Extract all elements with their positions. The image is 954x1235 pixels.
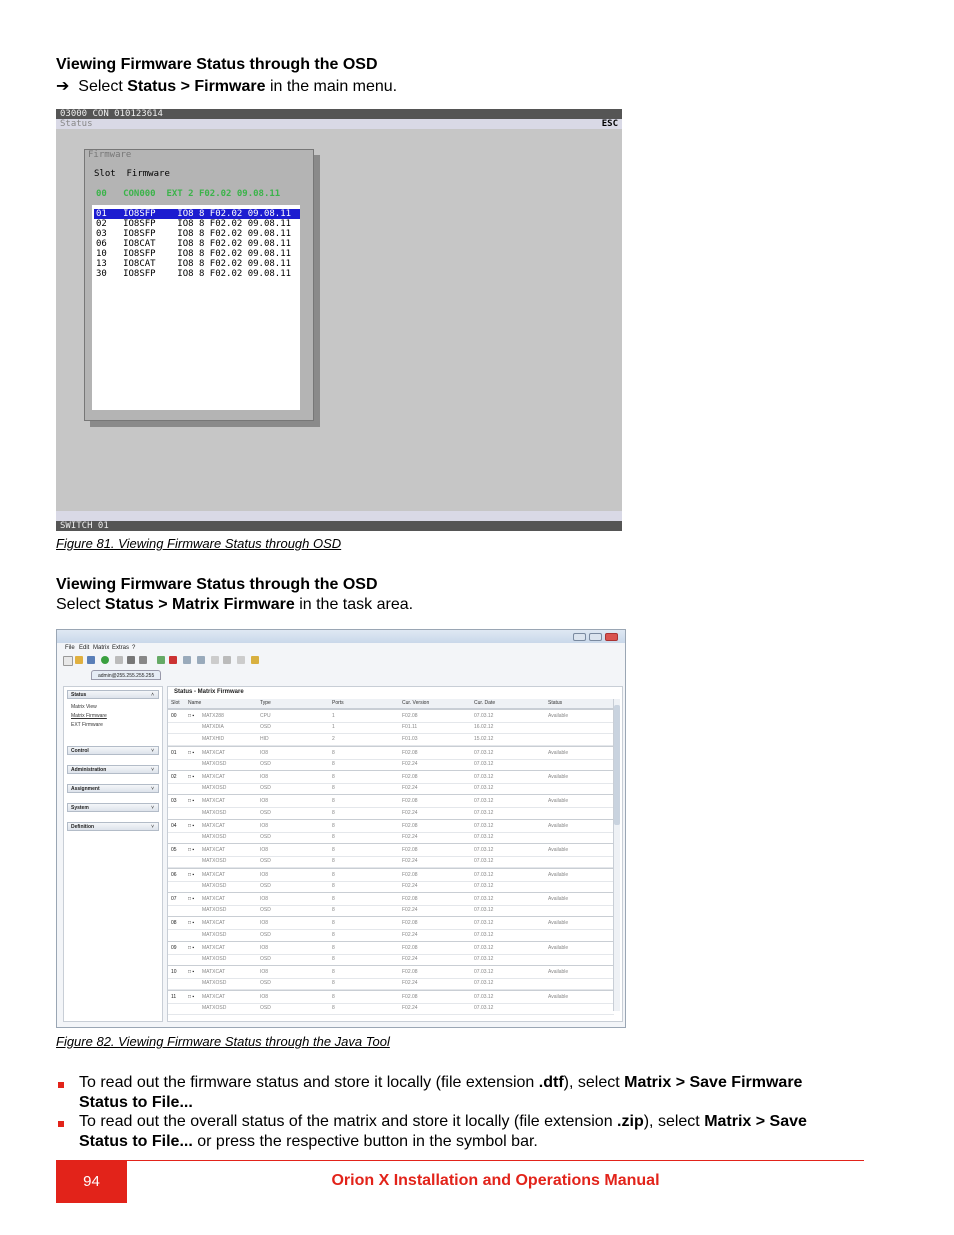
table-cell-type: OSD <box>260 834 271 840</box>
table-cell-name: MATXOSD <box>202 809 227 816</box>
table-cell-ports: 8 <box>332 774 335 780</box>
table-cell-status: Available <box>548 798 569 805</box>
module-icon[interactable]: □ ▪ <box>188 713 195 719</box>
connect-icon[interactable] <box>157 656 165 664</box>
table-cell-ver: F02.24 <box>402 956 418 962</box>
table-cell-ver: F02.24 <box>402 931 418 938</box>
table-cell-ver: F02.08 <box>402 993 418 1000</box>
table-cell-type: OSD <box>260 724 271 731</box>
module-icon[interactable]: □ ▪ <box>188 871 195 878</box>
table-cell-ver: F02.24 <box>402 1004 418 1011</box>
table-cell-ver: F01.03 <box>402 736 418 743</box>
scrollbar-thumb[interactable] <box>614 705 620 825</box>
osd-header: Slot Firmware <box>94 169 170 179</box>
table-cell-status: Available <box>548 847 569 854</box>
module-icon[interactable]: □ ▪ <box>188 969 195 976</box>
table-cell-ports: 8 <box>332 834 335 840</box>
table-cell-name: MATXCAT <box>202 798 226 805</box>
table-row[interactable] <box>168 1002 614 1015</box>
osd-row[interactable]: 30 IO8SFP IO8 8 F02.02 09.08.11 <box>96 269 292 279</box>
close-icon[interactable] <box>605 633 618 641</box>
column-header[interactable]: Slot <box>171 700 180 706</box>
table-cell-ports: 8 <box>332 882 335 889</box>
table-cell-date: 07.03.12 <box>474 798 494 805</box>
disconnect-icon[interactable] <box>115 656 123 664</box>
table-cell-type: OSD <box>260 858 271 865</box>
table-cell-ports: 8 <box>332 749 335 756</box>
table-cell-ports: 2 <box>332 736 335 743</box>
chevron-down-icon: ˅ <box>151 767 154 773</box>
osd-title: Status <box>56 119 622 129</box>
table-cell-ports: 1 <box>332 713 335 719</box>
nav-definition[interactable]: Definition ˅ <box>67 822 159 831</box>
table-cell-ver: F02.08 <box>402 944 418 951</box>
table-cell-date: 07.03.12 <box>474 809 494 816</box>
table-cell-ver: F02.24 <box>402 882 418 889</box>
table-cell-name: MATXCAT <box>202 920 226 927</box>
table-cell-type: IO8 <box>260 896 269 902</box>
table-cell-ver: F01.11 <box>402 724 418 731</box>
table-cell-slot: 00 <box>171 713 177 719</box>
copy-icon[interactable] <box>223 656 231 664</box>
table-cell-name: MATX288 <box>202 713 224 719</box>
chevron-down-icon: ˅ <box>151 748 154 754</box>
maximize-icon[interactable] <box>589 633 602 641</box>
window-title-bar <box>57 630 625 643</box>
table-cell-date: 07.03.12 <box>474 931 494 938</box>
table-cell-date: 07.03.12 <box>474 896 494 902</box>
table-cell-ports: 8 <box>332 871 335 878</box>
table-cell-date: 07.03.12 <box>474 858 494 865</box>
table-cell-type: OSD <box>260 1004 271 1011</box>
table-cell-name: MATXOSD <box>202 785 227 792</box>
table-cell-ver: F02.08 <box>402 713 418 719</box>
arrow-icon: ➔ <box>56 78 70 95</box>
table-cell-status: Available <box>548 822 569 829</box>
menu-file[interactable]: File <box>65 645 75 651</box>
table-cell-type: OSD <box>260 882 271 889</box>
table-cell-date: 07.03.12 <box>474 993 494 1000</box>
page-number: 94 <box>56 1160 127 1203</box>
table-cell-date: 07.03.12 <box>474 713 494 719</box>
table-cell-status: Available <box>548 871 569 878</box>
nav-ext-firmware[interactable]: EXT Firmware <box>71 722 103 728</box>
table-row[interactable] <box>168 953 614 966</box>
table-row[interactable] <box>168 880 614 893</box>
upload-icon[interactable] <box>183 656 191 664</box>
menu-help[interactable]: ? <box>132 645 136 651</box>
bullet-item: To read out the firmware status and store it locally (file extension .dtf), select Matrix > Save Firmware Status to File... <box>79 1074 803 1111</box>
osd-bottom-bar: SWITCH 01 <box>56 521 622 531</box>
chevron-down-icon: ˅ <box>151 805 154 811</box>
table-cell-status: Available <box>548 896 569 902</box>
chevron-up-icon: ˄ <box>151 692 154 698</box>
table-cell-name: MATXCAT <box>202 871 226 878</box>
table-cell-name: MATXDIA <box>202 724 224 731</box>
osd-esc-button[interactable]: ESC <box>601 119 618 129</box>
column-header[interactable]: Cur. Version <box>402 700 430 706</box>
table-cell-status: Available <box>548 774 569 780</box>
minimize-icon[interactable] <box>573 633 586 641</box>
table-cell-ports: 8 <box>332 907 335 914</box>
java-tool-screenshot <box>56 629 626 1028</box>
bullet-marker <box>58 1082 64 1088</box>
table-cell-ver: F02.08 <box>402 798 418 805</box>
table-cell-slot: 08 <box>171 920 177 927</box>
module-icon[interactable]: □ ▪ <box>188 896 195 902</box>
table-cell-name: MATXCAT <box>202 822 226 829</box>
menu-bar <box>57 644 625 654</box>
table-cell-name: MATXOSD <box>202 907 227 914</box>
table-header <box>168 699 614 709</box>
osd-row[interactable]: 10 IO8SFP IO8 8 F02.02 09.08.11 <box>96 249 292 259</box>
table-cell-date: 07.03.12 <box>474 749 494 756</box>
table-cell-ver: F02.08 <box>402 847 418 854</box>
table-cell-name: MATXCAT <box>202 993 226 1000</box>
menu-extras[interactable]: Extras <box>112 645 130 651</box>
table-cell-status: Available <box>548 993 569 1000</box>
table-cell-ports: 8 <box>332 920 335 927</box>
table-cell-ports: 8 <box>332 798 335 805</box>
save-icon[interactable] <box>87 656 95 664</box>
table-cell-date: 07.03.12 <box>474 785 494 792</box>
table-cell-type: IO8 <box>260 798 269 805</box>
print-icon[interactable] <box>237 656 245 664</box>
osd-row[interactable]: 03 IO8SFP IO8 8 F02.02 09.08.11 <box>96 229 292 239</box>
panel-title: Status - Matrix Firmware <box>174 689 244 695</box>
table-cell-name: MATXOSD <box>202 980 227 987</box>
table-cell-type: IO8 <box>260 822 269 829</box>
table-cell-ver: F02.08 <box>402 749 418 756</box>
table-cell-ports: 8 <box>332 809 335 816</box>
chevron-down-icon: ˅ <box>151 786 154 792</box>
section1-heading: Viewing Firmware Status through the OSD <box>56 56 378 73</box>
osd-row[interactable]: 02 IO8SFP IO8 8 F02.02 09.08.11 <box>96 219 292 229</box>
table-cell-ports: 8 <box>332 993 335 1000</box>
table-cell-status: Available <box>548 713 569 719</box>
module-icon[interactable]: □ ▪ <box>188 774 195 780</box>
table-cell-type: IO8 <box>260 749 269 756</box>
table-cell-type: IO8 <box>260 969 269 976</box>
table-cell-ver: F02.08 <box>402 871 418 878</box>
table-cell-date: 07.03.12 <box>474 871 494 878</box>
save-status-icon[interactable] <box>251 656 259 664</box>
table-cell-date: 07.03.12 <box>474 969 494 976</box>
table-cell-ver: F02.08 <box>402 822 418 829</box>
table-cell-name: MATXCAT <box>202 749 226 756</box>
new-icon[interactable] <box>63 656 73 666</box>
module-icon[interactable]: □ ▪ <box>188 993 195 1000</box>
table-cell-slot: 11 <box>171 993 177 1000</box>
table-cell-type: OSD <box>260 809 271 816</box>
table-row[interactable] <box>168 721 614 734</box>
nav-control[interactable]: Control ˅ <box>67 746 159 755</box>
table-cell-ver: F02.08 <box>402 896 418 902</box>
table-cell-date: 07.03.12 <box>474 882 494 889</box>
table-cell-ports: 8 <box>332 1004 335 1011</box>
table-cell-type: CPU <box>260 713 271 719</box>
nav-matrix-firmware[interactable]: Matrix Firmware <box>71 713 107 719</box>
table-cell-name: MATXOSD <box>202 834 227 840</box>
table-row[interactable] <box>168 904 614 917</box>
table-cell-ver: F02.08 <box>402 774 418 780</box>
table-cell-slot: 05 <box>171 847 177 854</box>
table-cell-date: 07.03.12 <box>474 834 494 840</box>
table-cell-slot: 06 <box>171 871 177 878</box>
table-cell-date: 07.03.12 <box>474 920 494 927</box>
menu-matrix[interactable]: Matrix <box>93 645 110 651</box>
table-cell-ver: F02.24 <box>402 760 418 767</box>
osd-local-row: 00 CON000 EXT 2 F02.02 09.08.11 <box>96 189 281 199</box>
osd-row[interactable]: 13 IO8CAT IO8 8 F02.02 09.08.11 <box>96 259 292 269</box>
table-cell-name: MATXCAT <box>202 847 226 854</box>
table-cell-ports: 8 <box>332 785 335 792</box>
table-row[interactable] <box>168 758 614 771</box>
column-header[interactable]: Name <box>188 700 202 706</box>
table-row[interactable] <box>168 782 614 795</box>
table-cell-ver: F02.24 <box>402 858 418 865</box>
table-cell-slot: 09 <box>171 944 177 951</box>
table-cell-name: MATXOSD <box>202 956 227 962</box>
table-cell-type: OSD <box>260 785 271 792</box>
table-cell-ports: 8 <box>332 847 335 854</box>
table-cell-name: MATXHID <box>202 736 225 743</box>
table-cell-type: IO8 <box>260 944 269 951</box>
nav-status[interactable]: Status ˄ <box>67 690 159 699</box>
table-cell-ver: F02.24 <box>402 809 418 816</box>
osd-top-bar: 03000 CON 010123614 <box>56 109 622 119</box>
column-header[interactable]: Ports <box>332 700 344 706</box>
table-cell-ver: F02.24 <box>402 785 418 792</box>
column-header[interactable]: Cur. Date <box>474 700 496 706</box>
table-row[interactable] <box>168 929 614 942</box>
table-cell-name: MATXOSD <box>202 882 227 889</box>
table-cell-slot: 01 <box>171 749 177 756</box>
table-row[interactable] <box>168 807 614 820</box>
table-cell-date: 07.03.12 <box>474 760 494 767</box>
table-cell-ports: 8 <box>332 931 335 938</box>
module-icon[interactable]: □ ▪ <box>188 798 195 805</box>
table-cell-type: OSD <box>260 956 271 962</box>
table-cell-ports: 8 <box>332 858 335 865</box>
table-cell-name: MATXOSD <box>202 1004 227 1011</box>
osd-status-strip <box>56 511 622 521</box>
settings-icon[interactable] <box>127 656 135 664</box>
osd-screenshot <box>56 109 622 531</box>
nav-matrix-view[interactable]: Matrix View <box>71 704 97 710</box>
table-cell-ver: F02.24 <box>402 907 418 914</box>
table-cell-date: 07.03.12 <box>474 847 494 854</box>
table-cell-ver: F02.08 <box>402 920 418 927</box>
column-header[interactable]: Type <box>260 700 271 706</box>
table-cell-date: 07.03.12 <box>474 980 494 987</box>
module-icon[interactable]: □ ▪ <box>188 944 195 951</box>
table-row[interactable] <box>168 855 614 868</box>
nav-system[interactable]: System ˅ <box>67 803 159 812</box>
section1-instruction: ➔ Select Status > Firmware in the main menu. <box>56 78 398 95</box>
tool-icon[interactable] <box>139 656 147 664</box>
osd-window-title: Firmware <box>88 150 132 160</box>
vertical-scrollbar[interactable] <box>613 699 620 1011</box>
footer-rule <box>56 1160 864 1161</box>
table-cell-ports: 8 <box>332 956 335 962</box>
osd-row[interactable]: 01 IO8SFP IO8 8 F02.02 09.08.11 <box>94 209 300 219</box>
menu-edit[interactable]: Edit <box>79 645 90 651</box>
table-row[interactable] <box>168 977 614 990</box>
table-cell-name: MATXCAT <box>202 969 226 976</box>
table-cell-name: MATXCAT <box>202 944 226 951</box>
task-area <box>63 686 163 1022</box>
nav-administration[interactable]: Administration ˅ <box>67 765 159 774</box>
figure-81-caption: Figure 81. Viewing Firmware Status through OSD <box>56 536 342 551</box>
table-cell-ports: 8 <box>332 980 335 987</box>
table-cell-ver: F02.08 <box>402 969 418 976</box>
nav-assignment[interactable]: Assignment ˅ <box>67 784 159 793</box>
table-cell-slot: 04 <box>171 822 177 829</box>
osd-row[interactable]: 06 IO8CAT IO8 8 F02.02 09.08.11 <box>96 239 292 249</box>
open-icon[interactable] <box>75 656 83 664</box>
table-cell-status: Available <box>548 969 569 976</box>
footer-title: Orion X Installation and Operations Manual <box>331 1172 660 1189</box>
table-cell-type: HID <box>260 736 269 743</box>
table-cell-type: OSD <box>260 931 271 938</box>
table-cell-slot: 02 <box>171 774 177 780</box>
matrix-firmware-panel <box>167 686 623 1022</box>
table-cell-type: OSD <box>260 980 271 987</box>
chevron-down-icon: ˅ <box>151 824 154 830</box>
table-cell-type: IO8 <box>260 920 269 927</box>
table-cell-name: MATXCAT <box>202 896 226 902</box>
column-header[interactable]: Status <box>548 700 563 706</box>
table-cell-name: MATXOSD <box>202 858 227 865</box>
bullet-item: To read out the overall status of the matrix and store it locally (file extension .zip), select Matrix > Save Status to File... or press the respective button in the symbol bar. <box>79 1113 807 1150</box>
bullet-marker <box>58 1121 64 1127</box>
table-cell-name: MATXOSD <box>202 760 227 767</box>
module-icon[interactable]: □ ▪ <box>188 847 195 854</box>
table-cell-ports: 1 <box>332 724 335 731</box>
table-cell-type: IO8 <box>260 774 269 780</box>
module-icon[interactable]: □ ▪ <box>188 749 195 756</box>
table-cell-type: OSD <box>260 760 271 767</box>
table-cell-type: IO8 <box>260 847 269 854</box>
stop-icon[interactable] <box>169 656 177 664</box>
tab-connection[interactable]: admin@255.255.255.255 <box>91 670 161 680</box>
table-cell-ports: 8 <box>332 896 335 902</box>
refresh-icon[interactable] <box>101 656 109 664</box>
table-cell-ports: 8 <box>332 760 335 767</box>
table-cell-type: IO8 <box>260 993 269 1000</box>
table-cell-status: Available <box>548 944 569 951</box>
table-cell-type: IO8 <box>260 871 269 878</box>
table-cell-ports: 8 <box>332 944 335 951</box>
table-cell-date: 07.03.12 <box>474 1004 494 1011</box>
table-row[interactable] <box>168 733 614 746</box>
table-cell-date: 16.02.12 <box>474 724 494 731</box>
document-icon[interactable] <box>211 656 219 664</box>
table-cell-date: 07.03.12 <box>474 774 494 780</box>
table-cell-date: 15.02.12 <box>474 736 494 743</box>
table-cell-slot: 03 <box>171 798 177 805</box>
table-cell-ports: 8 <box>332 969 335 976</box>
table-cell-name: MATXOSD <box>202 931 227 938</box>
table-cell-status: Available <box>548 920 569 927</box>
section2-instruction: Select Status > Matrix Firmware in the task area. <box>56 596 414 613</box>
section2-heading: Viewing Firmware Status through the OSD <box>56 576 378 593</box>
table-cell-ports: 8 <box>332 822 335 829</box>
table-cell-slot: 07 <box>171 896 177 902</box>
table-cell-date: 07.03.12 <box>474 822 494 829</box>
table-cell-type: OSD <box>260 907 271 914</box>
module-icon[interactable]: □ ▪ <box>188 920 195 927</box>
table-cell-ver: F02.24 <box>402 980 418 987</box>
table-cell-name: MATXCAT <box>202 774 226 780</box>
download-icon[interactable] <box>197 656 205 664</box>
table-cell-date: 07.03.12 <box>474 907 494 914</box>
table-cell-date: 07.03.12 <box>474 944 494 951</box>
table-cell-ver: F02.24 <box>402 834 418 840</box>
table-cell-date: 07.03.12 <box>474 956 494 962</box>
figure-82-caption: Figure 82. Viewing Firmware Status through the Java Tool <box>56 1034 390 1049</box>
table-cell-slot: 10 <box>171 969 177 976</box>
table-row[interactable] <box>168 831 614 844</box>
table-cell-status: Available <box>548 749 569 756</box>
module-icon[interactable]: □ ▪ <box>188 822 195 829</box>
